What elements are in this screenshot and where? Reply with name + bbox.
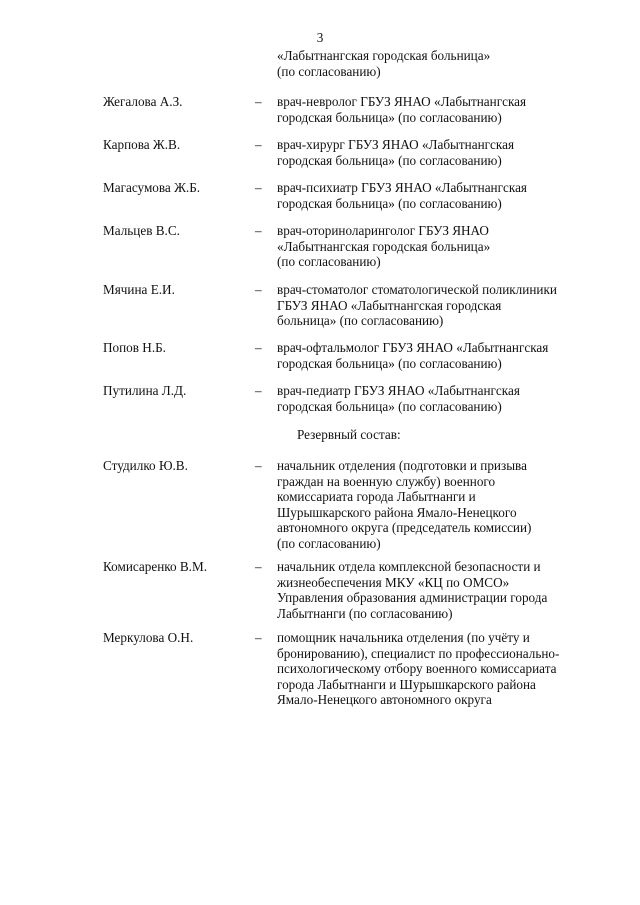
- continuation-text: [277, 48, 490, 79]
- dash: –: [255, 180, 262, 195]
- dash: –: [255, 458, 262, 473]
- role-line: Управления образования администрации города: [277, 590, 548, 605]
- role-line: «Лабытнангская городская больница»: [277, 238, 491, 254]
- dash: –: [255, 94, 262, 109]
- dash: –: [255, 137, 262, 152]
- role-line: врач-офтальмолог ГБУЗ ЯНАО «Лабытнангская: [277, 340, 549, 355]
- role-line: ГБУЗ ЯНАО «Лабытнангская городская: [277, 297, 502, 313]
- role-line: Ямало-Ненецкого автономного округа: [277, 692, 492, 707]
- role-line: жизнеобеспечения МКУ «КЦ по ОМСО»: [277, 574, 510, 590]
- member-name: Комисаренко В.М.: [103, 559, 207, 574]
- role-line: больница» (по согласованию): [277, 313, 444, 328]
- member-role: [277, 340, 548, 371]
- role-line: городская больница» (по согласованию): [277, 109, 502, 125]
- role-line: Шурышкарского района Ямало-Ненецкого: [277, 504, 517, 520]
- role-line: врач-психиатр ГБУЗ ЯНАО «Лабытнангская: [277, 180, 528, 195]
- member-role: [277, 383, 520, 414]
- role-line: врач-стоматолог стоматологической поликлиники: [277, 282, 557, 297]
- role-line: бронированию), специалист по профессионально-: [277, 645, 560, 661]
- member-role: [277, 94, 526, 125]
- role-line: комиссариата города Лабытнанги и: [277, 489, 476, 504]
- member-role: [277, 282, 557, 329]
- member-role: [277, 630, 559, 708]
- member-role: [277, 180, 527, 211]
- role-line: Лабытнанги (по согласованию): [277, 605, 453, 621]
- member-name: Мальцев В.С.: [103, 223, 180, 238]
- role-line: врач-хирург ГБУЗ ЯНАО «Лабытнангская: [277, 137, 515, 152]
- role-line: городская больница» (по согласованию): [277, 195, 502, 211]
- role-line: городская больница» (по согласованию): [277, 398, 502, 414]
- dash: –: [255, 340, 262, 355]
- member-role: [277, 559, 547, 621]
- member-role: [277, 137, 514, 168]
- dash: –: [255, 383, 262, 398]
- role-line: городская больница» (по согласованию): [277, 355, 502, 371]
- role-line: граждан на военную службу) военного: [277, 473, 496, 489]
- role-line: врач-невролог ГБУЗ ЯНАО «Лабытнангская: [277, 94, 527, 109]
- dash: –: [255, 559, 262, 574]
- reserve-heading: Резервный состав:: [297, 427, 401, 442]
- role-line: города Лабытнанги и Шурышкарского района: [277, 676, 536, 692]
- continuation-line: (по согласованию): [277, 63, 381, 79]
- member-name: Жегалова А.З.: [103, 94, 183, 109]
- role-line: начальник отделения (подготовки и призыва: [277, 458, 527, 473]
- member-name: Карпова Ж.В.: [103, 137, 181, 152]
- member-name: Путилина Л.Д.: [103, 383, 187, 398]
- role-line: начальник отдела комплексной безопасности и: [277, 559, 541, 574]
- member-name: Студилко Ю.В.: [103, 458, 188, 473]
- member-name: Магасумова Ж.Б.: [103, 180, 201, 195]
- member-role: [277, 223, 490, 270]
- page-number: 3: [316, 30, 324, 45]
- member-name: Мячина Е.И.: [103, 282, 175, 297]
- member-role: [277, 458, 531, 551]
- member-name: Меркулова О.Н.: [103, 630, 194, 645]
- dash: –: [255, 630, 262, 645]
- role-line: врач-педиатр ГБУЗ ЯНАО «Лабытнангская: [277, 383, 520, 398]
- role-line: городская больница» (по согласованию): [277, 152, 502, 168]
- member-name: Попов Н.Б.: [103, 340, 166, 355]
- continuation-line: «Лабытнангская городская больница»: [277, 48, 491, 63]
- role-line: помощник начальника отделения (по учёту и: [277, 630, 530, 645]
- role-line: врач-оториноларинголог ГБУЗ ЯНАО: [277, 223, 489, 238]
- dash: –: [255, 223, 262, 238]
- role-line: (по согласованию): [277, 254, 381, 269]
- dash: –: [255, 282, 262, 297]
- role-line: психологическому отбору военного комиссариата: [277, 661, 557, 676]
- role-line: автономного округа (председатель комиссии): [277, 520, 532, 535]
- role-line: (по согласованию): [277, 535, 381, 551]
